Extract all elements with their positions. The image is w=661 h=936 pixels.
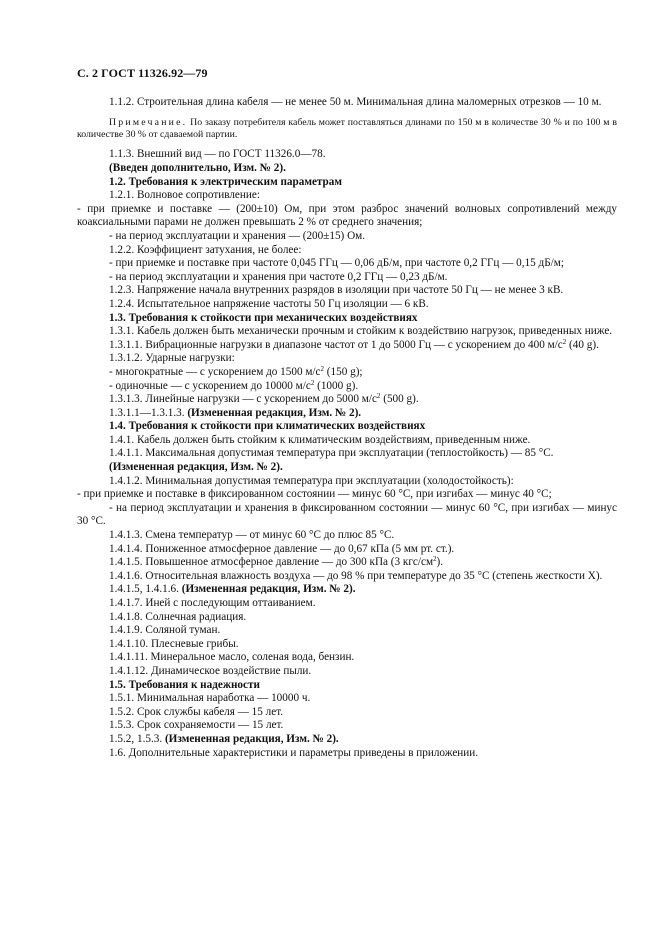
clause-1-6: 1.6. Дополнительные характеристики и параметры приведены в приложении.	[109, 746, 479, 759]
clause-1-5-2: 1.5.2. Срок службы кабеля — 15 лет.	[109, 705, 284, 718]
amendment-text: (Измененная редакция, Изм. № 2).	[187, 406, 362, 419]
clause-1-3-1: 1.3.1. Кабель должен быть механически прочным и стойким к воздействию нагрузок, приведенных ниже.	[109, 325, 613, 338]
list-item: - при приемке и поставке — (200±10) Ом, при этом разброс значений волновых сопротивлений между коаксиальными парами не должен превышать 2 % от среднего значения;	[77, 202, 617, 229]
list-item	[77, 380, 617, 394]
clause-1-2-4: 1.2.4. Испытательное напряжение частоты 50 Гц изоляции — 6 кВ.	[109, 297, 429, 310]
clause-text: (40 g).	[566, 338, 599, 351]
clause-1-2-3: 1.2.3. Напряжение начала внутренних разрядов в изоляции при частоте 50 Гц — не менее 3 кВ.	[109, 284, 564, 297]
clause-1-5-3: 1.5.3. Срок сохраняемости — 15 лет.	[109, 719, 284, 732]
clause-1-4-1: 1.4.1. Кабель должен быть стойким к климатическим воздействиям, приведенным ниже.	[109, 433, 531, 446]
amendment-note: (Введен дополнительно, Изм. № 2).	[109, 162, 286, 174]
amendment-text: (Измененная редакция, Изм. № 2).	[181, 583, 356, 596]
clause-1-4-1-6: 1.4.1.6. Относительная влажность воздуха — до 98 % при температуре до 35 °С (степень жесткости X).	[109, 569, 603, 582]
clause-text: - одиночные — с ускорением до 10000 м/с	[109, 379, 311, 392]
clause-number: 1.3.1.1—1.3.1.3.	[109, 406, 188, 419]
superscript: 2	[320, 364, 324, 373]
superscript: 2	[433, 555, 437, 564]
clause-1-1-3: 1.1.3. Внешний вид — по ГОСТ 11326.0—78.	[109, 148, 326, 161]
superscript: 2	[376, 392, 381, 401]
clause-1-4-1-9: 1.4.1.9. Соляной туман.	[109, 624, 221, 637]
amendment-note	[77, 733, 617, 747]
clause-text: (1000 g).	[314, 379, 359, 392]
clause-1-4-1-10: 1.4.1.10. Плесневые грибы.	[109, 637, 239, 650]
clause-1-5-1: 1.5.1. Минимальная наработка — 10000 ч.	[109, 692, 311, 705]
amendment-text: (Измененная редакция, Изм. № 2).	[164, 732, 339, 745]
clause-number: 1.5.2, 1.5.3.	[109, 732, 165, 745]
superscript: 2	[562, 337, 567, 346]
clause-1-4-1-3: 1.4.1.3. Смена температур — от минус 60 °С до плюс 85 °С.	[109, 529, 395, 542]
list-item	[77, 366, 617, 380]
clause-1-3-1-3	[77, 393, 617, 407]
clause-1-4-1-12: 1.4.1.12. Динамическое воздействие пыли.	[109, 664, 312, 677]
clause-1-4-1-4: 1.4.1.4. Пониженное атмосферное давление — до 0,67 кПа (5 мм рт. ст.).	[109, 542, 455, 555]
clause-text: 1.3.1.1. Вибрационные нагрузки в диапазоне частот от 1 до 5000 Гц — с ускорением до 400 м/с	[109, 338, 563, 351]
note-text: По заказу потребителя кабель может поставляться длинами по 150 м в количестве 30 % и по 100 м в количестве 30 % от сдаваемой партии.	[77, 116, 617, 140]
list-item: - при приемке и поставке при частоте 0,045 ГГц — 0,06 дБ/м, при частоте 0,2 ГГц — 0,15 дБ/м;	[109, 257, 564, 270]
document-body	[77, 96, 617, 760]
superscript: 2	[310, 378, 315, 387]
section-heading-1-4: 1.4. Требования к стойкости при климатических воздействиях	[109, 420, 426, 433]
clause-1-4-1-1: 1.4.1.1. Максимальная допустимая температура при эксплуатации (теплостойкость) — 85 °С.	[109, 447, 554, 460]
clause-text: 1.3.1.3. Линейные нагрузки — с ускорением до 5000 м/с	[109, 393, 377, 406]
clause-text: ).	[436, 556, 444, 569]
clause-1-4-1-11: 1.4.1.11. Минеральное масло, соленая вода, бензин.	[109, 651, 355, 664]
clause-number: 1.4.1.5, 1.4.1.6.	[109, 583, 182, 596]
page-header: С. 2 ГОСТ 11326.92—79	[77, 66, 208, 80]
clause-text: (500 g).	[380, 393, 419, 406]
clause-1-3-1-2: 1.3.1.2. Ударные нагрузки:	[109, 352, 235, 365]
amendment-note	[77, 407, 617, 421]
clause-1-4-1-8: 1.4.1.8. Солнечная радиация.	[109, 610, 247, 623]
amendment-note: (Измененная редакция, Изм. № 2).	[109, 461, 283, 474]
clause-1-2-2: 1.2.2. Коэффициент затухания, не более:	[109, 243, 302, 256]
section-heading-1-3: 1.3. Требования к стойкости при механических воздействиях	[109, 311, 418, 324]
note-label: Примечание.	[109, 116, 188, 128]
amendment-note	[77, 583, 617, 597]
section-heading-1-5: 1.5. Требования к надежности	[109, 678, 260, 691]
list-item: - на период эксплуатации и хранения в фиксированном состоянии — минус 60 °С, при изгибах — минус 30 °С.	[77, 501, 617, 528]
list-item: - на период эксплуатации и хранения — (200±15) Ом.	[109, 229, 366, 242]
clause-1-1-2: 1.1.2. Строительная длина кабеля — не менее 50 м. Минимальная длина маломерных отрезков — 10 м.	[109, 96, 602, 108]
clause-1-4-1-2: 1.4.1.2. Минимальная допустимая температура при эксплуатации (холодостойкость):	[109, 474, 514, 487]
note	[77, 117, 617, 142]
list-item: - на период эксплуатации и хранения при частоте 0,2 ГГц — 0,23 дБ/м.	[109, 270, 448, 283]
clause-1-4-1-7: 1.4.1.7. Иней с последующим оттаиванием.	[109, 597, 316, 609]
clause-1-4-1-5	[77, 556, 617, 570]
clause-1-3-1-1	[77, 339, 617, 353]
clause-1-2-1: 1.2.1. Волновое сопротивление:	[109, 189, 260, 202]
section-heading-1-2: 1.2. Требования к электрическим параметрам	[109, 175, 342, 188]
clause-text: (150 g);	[324, 365, 363, 378]
clause-text: - многократные — с ускорением до 1500 м/с	[109, 365, 321, 378]
clause-text: 1.4.1.5. Повышенное атмосферное давление — до 300 кПа (3 кгс/см	[109, 556, 434, 569]
list-item: - при приемке и поставке в фиксированном состоянии — минус 60 °С, при изгибах — минус 40 °С;	[77, 488, 552, 501]
